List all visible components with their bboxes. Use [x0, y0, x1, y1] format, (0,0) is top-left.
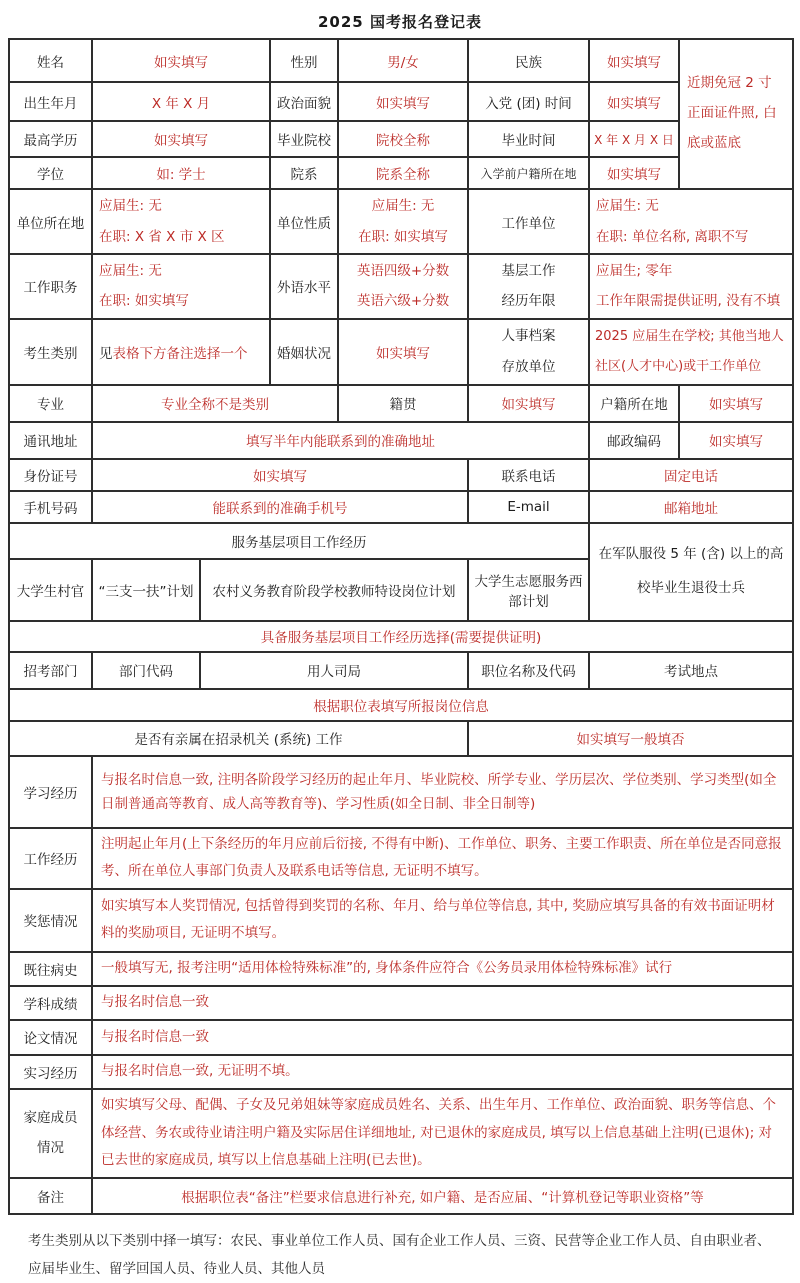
row-study-history	[9, 756, 793, 828]
value-political: 如实填写	[338, 82, 468, 121]
registration-table	[8, 38, 794, 1215]
label-native-place: 籍贯	[338, 385, 468, 422]
value-degree: 如: 学士	[92, 157, 270, 189]
value-line: 应届生: 无	[371, 198, 435, 215]
value-internship: 与报名时信息一致, 无证明不填。	[92, 1055, 793, 1089]
value-marriage: 如实填写	[338, 319, 468, 385]
value-phone: 固定电话	[589, 459, 793, 491]
page-title: 2025 国考报名登记表	[318, 13, 482, 31]
service-west-plan: 大学生志愿服务西部计划	[468, 559, 589, 621]
label-line: 人事档案	[501, 328, 556, 345]
label-grad-time: 毕业时间	[468, 121, 589, 157]
label-work-unit: 工作单位	[468, 189, 589, 254]
value-line: 工作年限需提供证明, 没有不填	[596, 293, 781, 310]
value-address: 填写半年内能联系到的准确地址	[92, 422, 589, 459]
value-remarks: 根据职位表“备注”栏要求信息进行补充, 如户籍、是否应届、“计算机登记等职业资格”等	[92, 1178, 793, 1214]
service-rural-teacher: 农村义务教育阶段学校教师特设岗位计划	[200, 559, 468, 621]
label-unit-location: 单位所在地	[9, 189, 92, 254]
label-gender: 性别	[270, 39, 338, 82]
label-dept-code: 部门代码	[92, 652, 200, 689]
service-note: 具备服务基层项目工作经历选择(需要提供证明)	[9, 621, 793, 652]
label-study-history: 学习经历	[9, 756, 92, 828]
row-major	[9, 385, 793, 422]
value-prefix: 见	[99, 345, 113, 362]
row-birth	[9, 82, 793, 121]
label-rewards: 奖惩情况	[9, 889, 92, 952]
label-id-number: 身份证号	[9, 459, 92, 491]
value-faculty: 院系全称	[338, 157, 468, 189]
row-internship	[9, 1055, 793, 1089]
row-service-note	[9, 621, 793, 652]
row-degree	[9, 157, 793, 189]
label-major: 专业	[9, 385, 92, 422]
value-line: 英语六级+分数	[356, 293, 450, 310]
label-relatives: 是否有亲属在招录机关 (系统) 工作	[9, 721, 468, 756]
row-family-members	[9, 1089, 793, 1178]
label-recruit-dept: 招考部门	[9, 652, 92, 689]
label-bureau: 用人司局	[200, 652, 468, 689]
value-residence: 如实填写	[679, 385, 793, 422]
value-work-unit	[589, 189, 793, 254]
value-archive-unit: 2025 应届生在学校; 其他当地人社区(人才中心)或干工作单位	[589, 319, 793, 385]
row-subject-scores	[9, 986, 793, 1020]
value-ethnicity: 如实填写	[589, 39, 679, 82]
row-work-history	[9, 828, 793, 889]
value-line: 在职: X 省 X 市 X 区	[99, 228, 225, 245]
value-native-place: 如实填写	[468, 385, 589, 422]
label-degree: 学位	[9, 157, 92, 189]
label-name: 姓名	[9, 39, 92, 82]
label-pre-hukou: 入学前户籍所在地	[468, 157, 589, 189]
value-email: 邮箱地址	[589, 491, 793, 523]
label-position-code: 职位名称及代码	[468, 652, 589, 689]
label-postal-code: 邮政编码	[589, 422, 679, 459]
service-village-official: 大学生村官	[9, 559, 92, 621]
label-thesis: 论文情况	[9, 1020, 92, 1055]
row-id-number	[9, 459, 793, 491]
value-education: 如实填写	[92, 121, 270, 157]
row-name	[9, 39, 793, 82]
position-note: 根据职位表填写所报岗位信息	[9, 689, 793, 721]
value-relatives: 如实填写一般填否	[468, 721, 793, 756]
candidate-type-footnote: 考生类别从以下类别中择一填写：农民、事业单位工作人员、国有企业工作人员、三资、民营等企业工作人员、自由职业者、应届毕业生、留学回国人员、待业人员、其他人员	[28, 1232, 771, 1277]
value-id-number: 如实填写	[92, 459, 468, 491]
value-unit-location	[92, 189, 270, 254]
value-medical-history: 一般填写无, 报考注明“适用体检特殊标准”的, 身体条件应符合《公务员录用体检特殊标准》试行	[92, 952, 793, 986]
label-exam-site: 考试地点	[589, 652, 793, 689]
row-position-note	[9, 689, 793, 721]
label-candidate-type: 考生类别	[9, 319, 92, 385]
value-candidate-type	[92, 319, 270, 385]
value-study-history: 与报名时信息一致, 注明各阶段学习经历的起止年月、毕业院校、所学专业、学历层次、学位类别、学习类型(如全日制普通高等教育、成人高等教育等)、学习性质(如全日制、非全日制等)	[92, 756, 793, 828]
label-internship: 实习经历	[9, 1055, 92, 1089]
label-mobile: 手机号码	[9, 491, 92, 523]
label-school: 毕业院校	[270, 121, 338, 157]
service-header: 服务基层项目工作经历	[9, 523, 589, 559]
value-grassroots-years	[589, 254, 793, 319]
row-address	[9, 422, 793, 459]
row-unit-location	[9, 189, 793, 254]
label-faculty: 院系	[270, 157, 338, 189]
value-unit-type	[338, 189, 468, 254]
label-line: 基层工作	[501, 263, 556, 279]
label-line: 存放单位	[501, 358, 556, 375]
value-line: 应届生: 无	[596, 198, 659, 215]
label-unit-type: 单位性质	[270, 189, 338, 254]
military-veteran-note: 在军队服役 5 年 (含) 以上的高校毕业生退役士兵	[589, 523, 793, 621]
label-job: 工作职务	[9, 254, 92, 319]
label-line: 经历年限	[501, 293, 556, 310]
label-line: 家庭成员	[23, 1110, 78, 1126]
label-marriage: 婚姻状况	[270, 319, 338, 385]
value-party-time: 如实填写	[589, 82, 679, 121]
value-name: 如实填写	[92, 39, 270, 82]
value-gender: 男/女	[338, 39, 468, 82]
value-mobile: 能联系到的准确手机号	[92, 491, 468, 523]
label-email: E-mail	[468, 491, 589, 523]
label-subject-scores: 学科成绩	[9, 986, 92, 1020]
photo-note: 近期免冠 2 寸正面证件照, 白底或蓝底	[679, 39, 793, 189]
label-grassroots-years	[468, 254, 589, 319]
row-position-headers	[9, 652, 793, 689]
label-phone: 联系电话	[468, 459, 589, 491]
value-line: 在职: 如实填写	[99, 293, 189, 310]
value-line: 应届生: 无	[99, 263, 162, 279]
value-line: 在职: 单位名称, 离职不写	[596, 228, 749, 245]
label-archive-unit	[468, 319, 589, 385]
label-line: 情况	[37, 1140, 64, 1157]
label-party-time: 入党 (团) 时间	[468, 82, 589, 121]
row-rewards	[9, 889, 793, 952]
row-candidate-type	[9, 319, 793, 385]
value-birth: X 年 X 月	[92, 82, 270, 121]
row-mobile	[9, 491, 793, 523]
label-foreign-language: 外语水平	[270, 254, 338, 319]
label-political: 政治面貌	[270, 82, 338, 121]
value-line: 应届生; 零年	[596, 263, 673, 279]
label-residence: 户籍所在地	[589, 385, 679, 422]
value-line: 应届生: 无	[99, 198, 162, 215]
label-address: 通讯地址	[9, 422, 92, 459]
value-family-members: 如实填写父母、配偶、子女及兄弟姐妹等家庭成员姓名、关系、出生年月、工作单位、政治面貌、职务等信息、个体经营、务农或待业请注明户籍及实际居住详细地址, 对已退休的家庭成员, 填写以上信息基础上注明(已退休); 对已去世的家庭成员, 填写以上信息基础上注明(已去世)。	[92, 1089, 793, 1178]
label-birth: 出生年月	[9, 82, 92, 121]
value-subject-scores: 与报名时信息一致	[92, 986, 793, 1020]
value-thesis: 与报名时信息一致	[92, 1020, 793, 1055]
service-sanzhiyifu: “三支一扶”计划	[92, 559, 200, 621]
value-line: 英语四级+分数	[356, 263, 450, 279]
value-grad-time: X 年 X 月 X 日	[589, 121, 679, 157]
row-remarks	[9, 1178, 793, 1214]
value-school: 院校全称	[338, 121, 468, 157]
value-job	[92, 254, 270, 319]
value-rest: 表格下方备注选择一个	[112, 345, 248, 362]
value-major: 专业全称不是类别	[92, 385, 338, 422]
row-thesis	[9, 1020, 793, 1055]
row-relatives	[9, 721, 793, 756]
label-remarks: 备注	[9, 1178, 92, 1214]
value-line: 在职: 如实填写	[358, 228, 448, 245]
label-medical-history: 既往病史	[9, 952, 92, 986]
row-education	[9, 121, 793, 157]
value-pre-hukou: 如实填写	[589, 157, 679, 189]
value-work-history: 注明起止年月(上下条经历的年月应前后衍接, 不得有中断)、工作单位、职务、主要工作职责、所在单位是否同意报考、所在单位人事部门负责人及联系电话等信息, 无证明不填写。	[92, 828, 793, 889]
label-education: 最高学历	[9, 121, 92, 157]
row-medical-history	[9, 952, 793, 986]
value-foreign-language	[338, 254, 468, 319]
label-ethnicity: 民族	[468, 39, 589, 82]
value-postal-code: 如实填写	[679, 422, 793, 459]
label-family-members	[9, 1089, 92, 1178]
value-rewards: 如实填写本人奖罚情况, 包括曾得到奖罚的名称、年月、给与单位等信息, 其中, 奖励应填写具备的有效书面证明材料的奖励项目, 无证明不填写。	[92, 889, 793, 952]
row-service-header	[9, 523, 793, 559]
row-job	[9, 254, 793, 319]
label-work-history: 工作经历	[9, 828, 92, 889]
